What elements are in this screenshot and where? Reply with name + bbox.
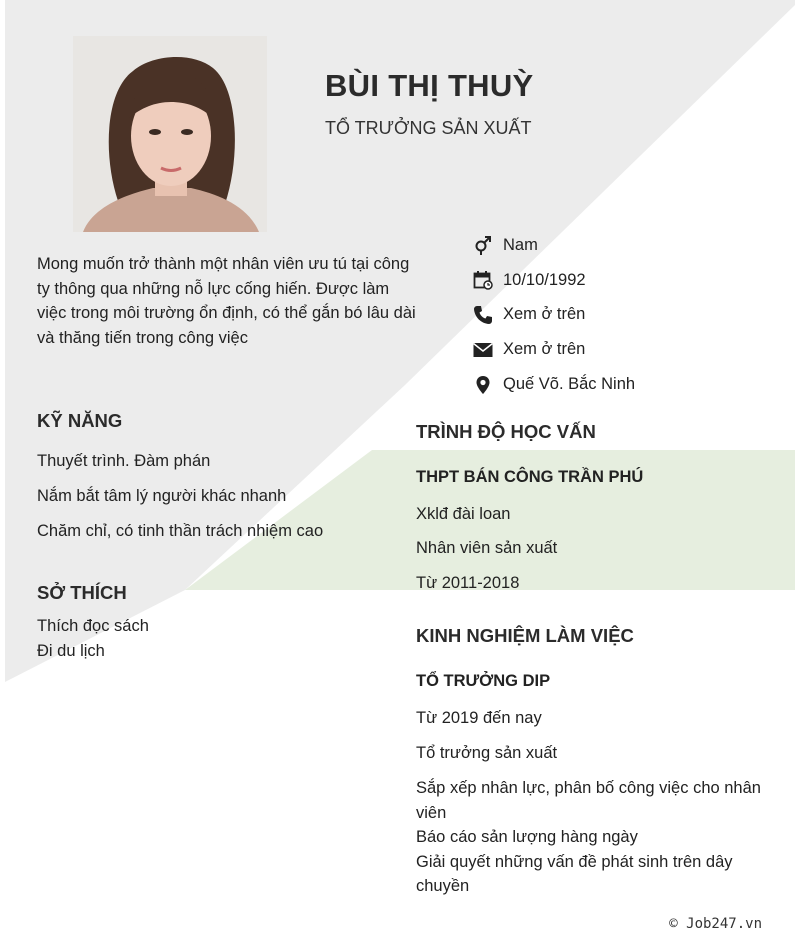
hobby-item: Thích đọc sách bbox=[37, 617, 149, 635]
phone-value: Xem ở trên bbox=[503, 305, 586, 324]
education-school: THPT BÁN CÔNG TRẦN PHÚ bbox=[416, 468, 644, 486]
experience-period: Từ 2019 đến nay bbox=[416, 709, 542, 727]
candidate-name: BÙI THỊ THUỲ bbox=[325, 68, 534, 103]
experience-task: Giải quyết những vấn đề phát sinh trên dây chuyền bbox=[416, 852, 733, 895]
skill-item: Chăm chỉ, có tinh thần trách nhiệm cao bbox=[37, 522, 324, 540]
experience-title: KINH NGHIỆM LÀM VIỆC bbox=[416, 625, 634, 646]
experience-company: TỔ TRƯỞNG DIP bbox=[416, 672, 551, 690]
contact-birthday bbox=[472, 263, 772, 298]
contact-address bbox=[472, 367, 772, 402]
phone-icon bbox=[472, 304, 494, 326]
education-line: Xklđ đài loan bbox=[416, 505, 511, 523]
address-value: Quế Võ. Bắc Ninh bbox=[503, 375, 636, 394]
education-title: TRÌNH ĐỘ HỌC VẤN bbox=[416, 421, 596, 442]
contact-phone bbox=[472, 298, 772, 333]
calendar-icon bbox=[472, 269, 494, 291]
education-line: Nhân viên sản xuất bbox=[416, 539, 558, 557]
career-objective: Mong muốn trở thành một nhân viên ưu tú tại công ty thông qua những nỗ lực cống hiến. Được làm việc trong môi trường ổn định, có thể gắn bó lâu dài và thăng tiến trong công việc bbox=[37, 255, 416, 347]
gender-icon bbox=[472, 234, 494, 256]
profile-photo bbox=[73, 36, 267, 232]
contact-gender bbox=[472, 228, 772, 263]
location-icon bbox=[472, 374, 494, 396]
skill-item: Nắm bắt tâm lý người khác nhanh bbox=[37, 487, 287, 505]
candidate-position: TỔ TRƯỞNG SẢN XUẤT bbox=[325, 118, 532, 138]
experience-task: Báo cáo sản lượng hàng ngày bbox=[416, 828, 638, 846]
birthday-value: 10/10/1992 bbox=[503, 270, 586, 289]
hobby-item: Đi du lịch bbox=[37, 642, 105, 660]
skills-title: KỸ NĂNG bbox=[37, 410, 123, 431]
email-value: Xem ở trên bbox=[503, 340, 586, 359]
footer-brand: © Job247.vn bbox=[669, 916, 762, 932]
skill-item: Thuyết trình. Đàm phán bbox=[37, 452, 211, 470]
education-line: Từ 2011-2018 bbox=[416, 574, 520, 592]
experience-task: Sắp xếp nhân lực, phân bố công việc cho nhân viên bbox=[416, 779, 761, 822]
gender-value: Nam bbox=[503, 235, 538, 254]
contact-email bbox=[472, 332, 772, 367]
email-icon bbox=[472, 339, 494, 361]
experience-role: Tổ trưởng sản xuất bbox=[416, 744, 558, 762]
hobbies-title: SỞ THÍCH bbox=[37, 582, 127, 603]
contact-info bbox=[472, 228, 772, 402]
experience-tasks bbox=[416, 776, 786, 899]
